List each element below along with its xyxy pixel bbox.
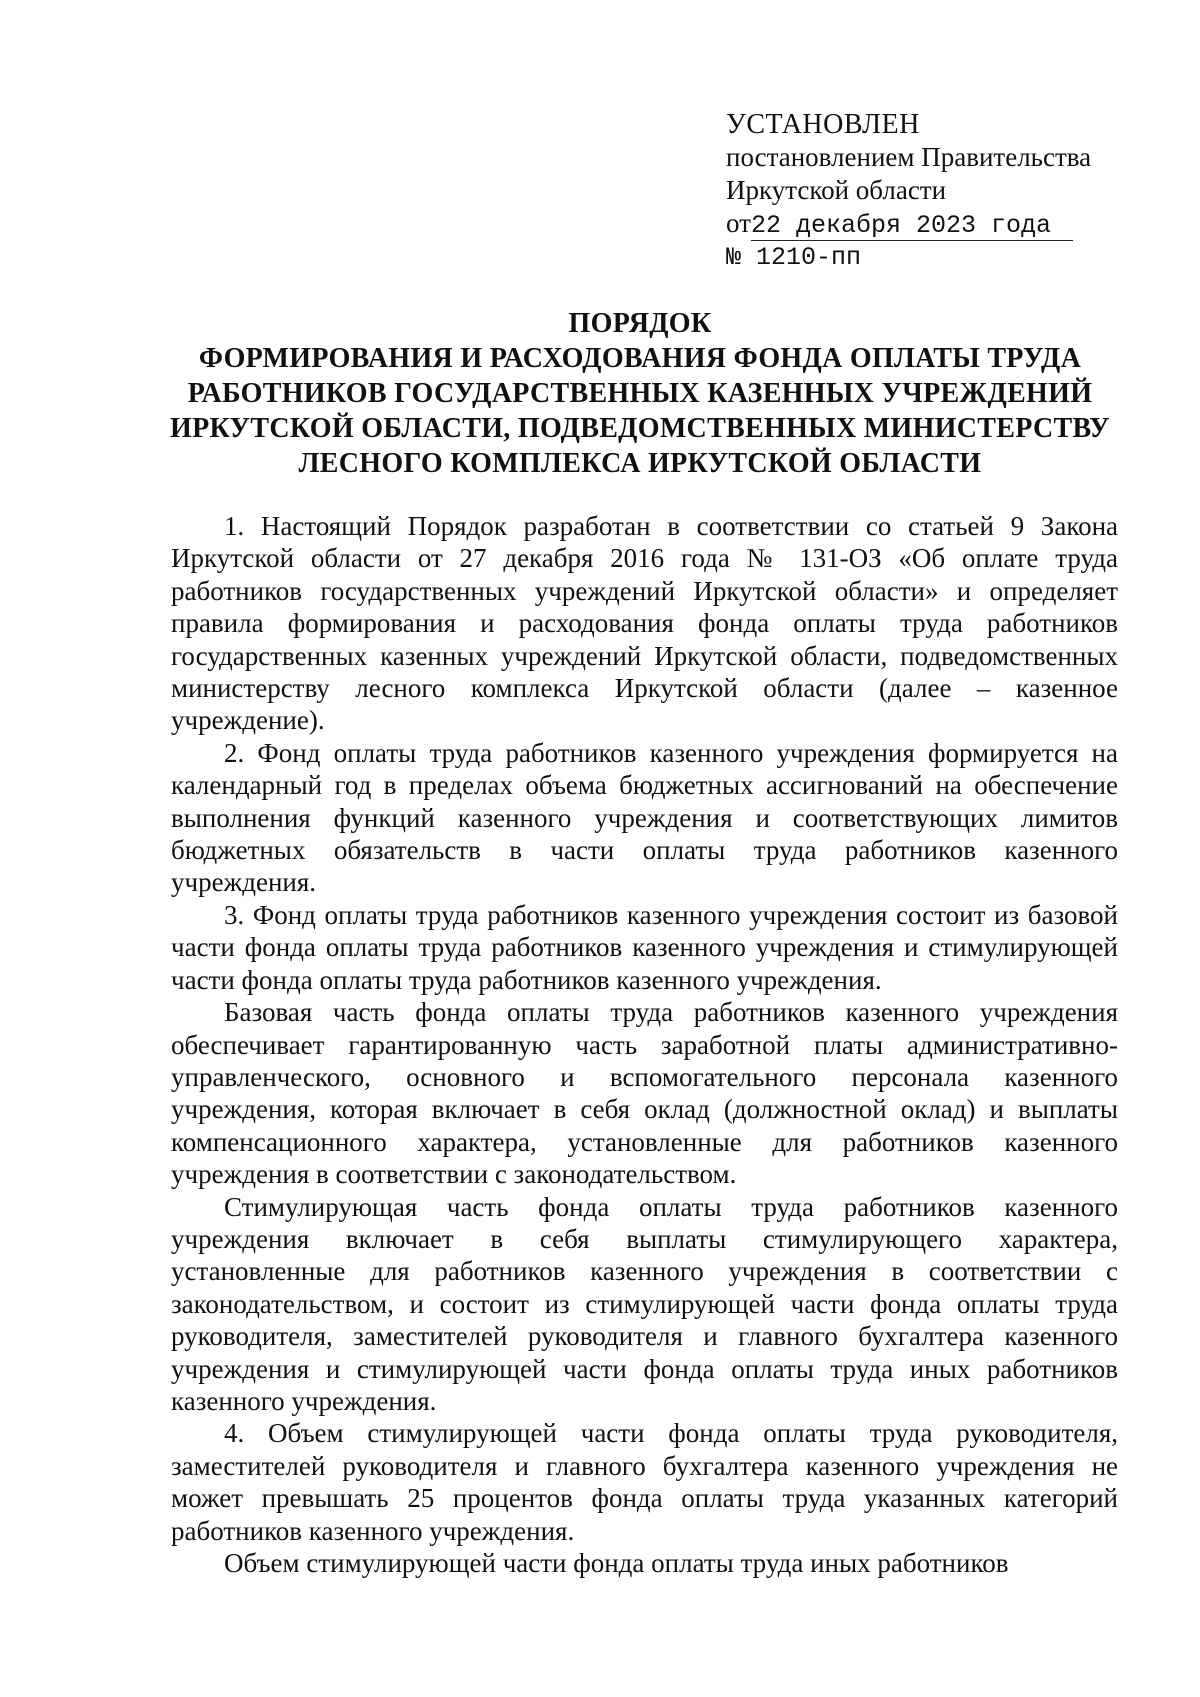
stamp-date-prefix: от	[726, 208, 751, 238]
stamp-date-underline	[751, 209, 1073, 241]
stamp-line-2: Иркутской области	[726, 175, 947, 205]
stamp-number-sign: №	[726, 243, 742, 272]
title-line-1: ПОРЯДОК	[568, 308, 712, 339]
paragraph-6: 4. Объем стимулирующей части фонда оплаты труда руководителя, заместителей руководителя и главного бухгалтера казенного учреждения не может превышать 25 процентов фонда оплаты труда указанных категорий работников казенного учреждения.	[171, 1418, 1118, 1546]
paragraph-1: 1. Настоящий Порядок разработан в соответствии со статьей 9 Закона Иркутской области от 27 декабря 2016 года № 131-ОЗ «Об оплате труда работников государственных учреждений Иркутской области» и определяет правила формирования и расходования фонда оплаты труда работников государственных казенных учреждений Иркутской области, подведомственных министерству лесного комплекса Иркутской области (далее – казенное учреждение).	[171, 511, 1118, 736]
stamp-date: 22 декабря 2023 года	[750, 211, 1052, 240]
paragraph-4: Базовая часть фонда оплаты труда работников казенного учреждения обеспечивает гарантированную часть заработной платы административно-управленческого, основного и вспомогательного персонала казенного учреждения, которая включает в себя оклад (должностной оклад) и выплаты компенсационного характера, установленные для работников казенного учреждения в соответствии с законодательством.	[171, 997, 1118, 1190]
title-line-4: ИРКУТСКОЙ ОБЛАСТИ, ПОДВЕДОМСТВЕННЫХ МИНИСТЕРСТВУ	[170, 413, 1110, 444]
document-title	[150, 306, 1130, 481]
paragraph-3: 3. Фонд оплаты труда работников казенного учреждения состоит из базовой части фонда оплаты труда работников казенного учреждения и стимулирующей части фонда оплаты труда работников казенного учреждения.	[171, 899, 1118, 995]
paragraph-5: Стимулирующая часть фонда оплаты труда работников казенного учреждения включает в себя выплаты стимулирующего характера, установленные для работников казенного учреждения в соответствии с законодательством, и состоит из стимулирующей части фонда оплаты труда руководителя, заместителей руководителя и главного бухгалтера казенного учреждения и стимулирующей части фонда оплаты труда иных работников казенного учреждения.	[171, 1191, 1118, 1416]
document-body	[171, 510, 1118, 1579]
approval-stamp	[726, 108, 1126, 274]
stamp-number: 1210-пп	[756, 243, 862, 272]
paragraph-2: 2. Фонд оплаты труда работников казенного учреждения формируется на календарный год в пределах объема бюджетных ассигнований на обеспечение выполнения функций казенного учреждения и соответствующих лимитов бюджетных обязательств в части оплаты труда работников казенного учреждения.	[171, 737, 1118, 898]
title-line-2: ФОРМИРОВАНИЯ И РАСХОДОВАНИЯ ФОНДА ОПЛАТЫ ТРУДА	[198, 343, 1082, 374]
title-line-5: ЛЕСНОГО КОМПЛЕКСА ИРКУТСКОЙ ОБЛАСТИ	[298, 448, 982, 479]
stamp-date-row	[726, 207, 1126, 241]
stamp-line-1: постановлением Правительства	[726, 142, 1092, 172]
stamp-established: УСТАНОВЛЕН	[726, 109, 920, 140]
paragraph-7: Объем стимулирующей части фонда оплаты труда иных работников	[224, 1548, 1009, 1578]
title-line-3: РАБОТНИКОВ ГОСУДАРСТВЕННЫХ КАЗЕННЫХ УЧРЕЖДЕНИЙ	[187, 378, 1093, 409]
stamp-number-row	[726, 241, 1126, 274]
